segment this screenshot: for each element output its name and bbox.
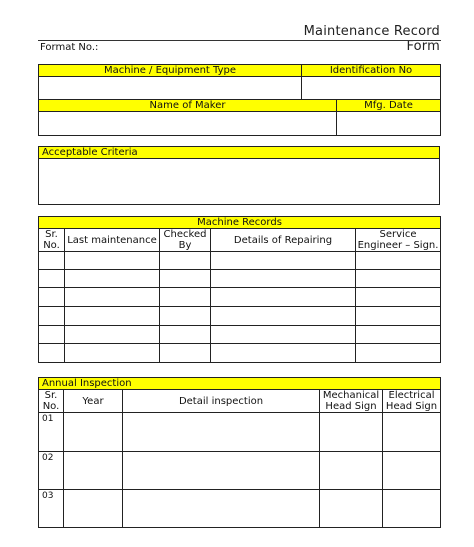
table-cell[interactable] xyxy=(65,270,160,288)
format-no-label: Format No.: xyxy=(40,42,99,53)
identification-no-field[interactable] xyxy=(302,77,441,100)
table-cell[interactable] xyxy=(64,413,123,452)
table-cell[interactable] xyxy=(356,270,441,288)
table-cell[interactable] xyxy=(65,326,160,344)
row-number: 02 xyxy=(39,452,64,490)
criteria-table xyxy=(38,146,440,205)
table-row xyxy=(39,344,441,363)
col-header-mechanical-head-sign: Mechanical Head Sign xyxy=(320,390,383,413)
table-cell[interactable] xyxy=(39,270,65,288)
table-cell[interactable] xyxy=(65,288,160,307)
table-cell[interactable] xyxy=(211,326,356,344)
table-cell[interactable] xyxy=(320,413,383,452)
col-header-detail-inspection: Detail inspection xyxy=(123,390,320,413)
title-divider xyxy=(38,40,441,41)
table-cell[interactable] xyxy=(356,344,441,363)
table-row xyxy=(39,452,441,490)
table-cell[interactable] xyxy=(356,288,441,307)
table-cell[interactable] xyxy=(64,490,123,528)
equipment-table xyxy=(38,64,441,136)
table-cell[interactable] xyxy=(320,490,383,528)
table-cell[interactable] xyxy=(211,307,356,326)
table-cell[interactable] xyxy=(64,452,123,490)
table-row xyxy=(39,307,441,326)
table-cell[interactable] xyxy=(39,326,65,344)
table-row xyxy=(39,490,441,528)
col-header-sr-no: Sr. No. xyxy=(39,229,65,252)
machine-records-title: Machine Records xyxy=(39,217,441,229)
table-cell[interactable] xyxy=(356,307,441,326)
machine-type-field[interactable] xyxy=(39,77,302,100)
table-row xyxy=(39,413,441,452)
table-row xyxy=(39,288,441,307)
table-cell[interactable] xyxy=(160,326,211,344)
table-cell[interactable] xyxy=(320,452,383,490)
mfg-date-field[interactable] xyxy=(337,112,441,136)
table-cell[interactable] xyxy=(123,490,320,528)
table-cell[interactable] xyxy=(65,252,160,270)
table-cell[interactable] xyxy=(123,452,320,490)
col-header-checked-by: Checked By xyxy=(160,229,211,252)
table-cell[interactable] xyxy=(383,413,441,452)
col-header-electrical-head-sign: Electrical Head Sign xyxy=(383,390,441,413)
annual-inspection-table xyxy=(38,377,441,528)
table-row xyxy=(39,326,441,344)
table-cell[interactable] xyxy=(211,270,356,288)
machine-type-header: Machine / Equipment Type xyxy=(39,65,302,77)
table-cell[interactable] xyxy=(39,288,65,307)
col-header-sr-no: Sr. No. xyxy=(39,390,64,413)
table-cell[interactable] xyxy=(65,307,160,326)
col-header-last-maintenance: Last maintenance xyxy=(65,229,160,252)
table-cell[interactable] xyxy=(356,252,441,270)
table-cell[interactable] xyxy=(160,270,211,288)
table-cell[interactable] xyxy=(211,252,356,270)
col-header-service-engineer-sign: Service Engineer – Sign. xyxy=(356,229,441,252)
table-cell[interactable] xyxy=(160,252,211,270)
maker-name-field[interactable] xyxy=(39,112,337,136)
table-row xyxy=(39,270,441,288)
row-number: 03 xyxy=(39,490,64,528)
col-header-year: Year xyxy=(64,390,123,413)
table-cell[interactable] xyxy=(160,307,211,326)
table-cell[interactable] xyxy=(65,344,160,363)
mfg-date-header: Mfg. Date xyxy=(337,100,441,112)
table-cell[interactable] xyxy=(383,490,441,528)
table-cell[interactable] xyxy=(211,344,356,363)
table-cell[interactable] xyxy=(39,344,65,363)
form-title: Maintenance Record Form xyxy=(303,24,440,54)
table-cell[interactable] xyxy=(383,452,441,490)
col-header-details-of-repairing: Details of Repairing xyxy=(211,229,356,252)
identification-no-header: Identification No xyxy=(302,65,441,77)
criteria-field[interactable] xyxy=(39,159,440,205)
table-row xyxy=(39,252,441,270)
row-number: 01 xyxy=(39,413,64,452)
criteria-header: Acceptable Criteria xyxy=(39,147,440,159)
table-cell[interactable] xyxy=(160,288,211,307)
maker-name-header: Name of Maker xyxy=(39,100,337,112)
machine-records-table xyxy=(38,216,441,363)
table-cell[interactable] xyxy=(39,307,65,326)
table-cell[interactable] xyxy=(356,326,441,344)
table-cell[interactable] xyxy=(39,252,65,270)
table-cell[interactable] xyxy=(211,288,356,307)
table-cell[interactable] xyxy=(123,413,320,452)
table-cell[interactable] xyxy=(160,344,211,363)
annual-inspection-title: Annual Inspection xyxy=(39,378,441,390)
